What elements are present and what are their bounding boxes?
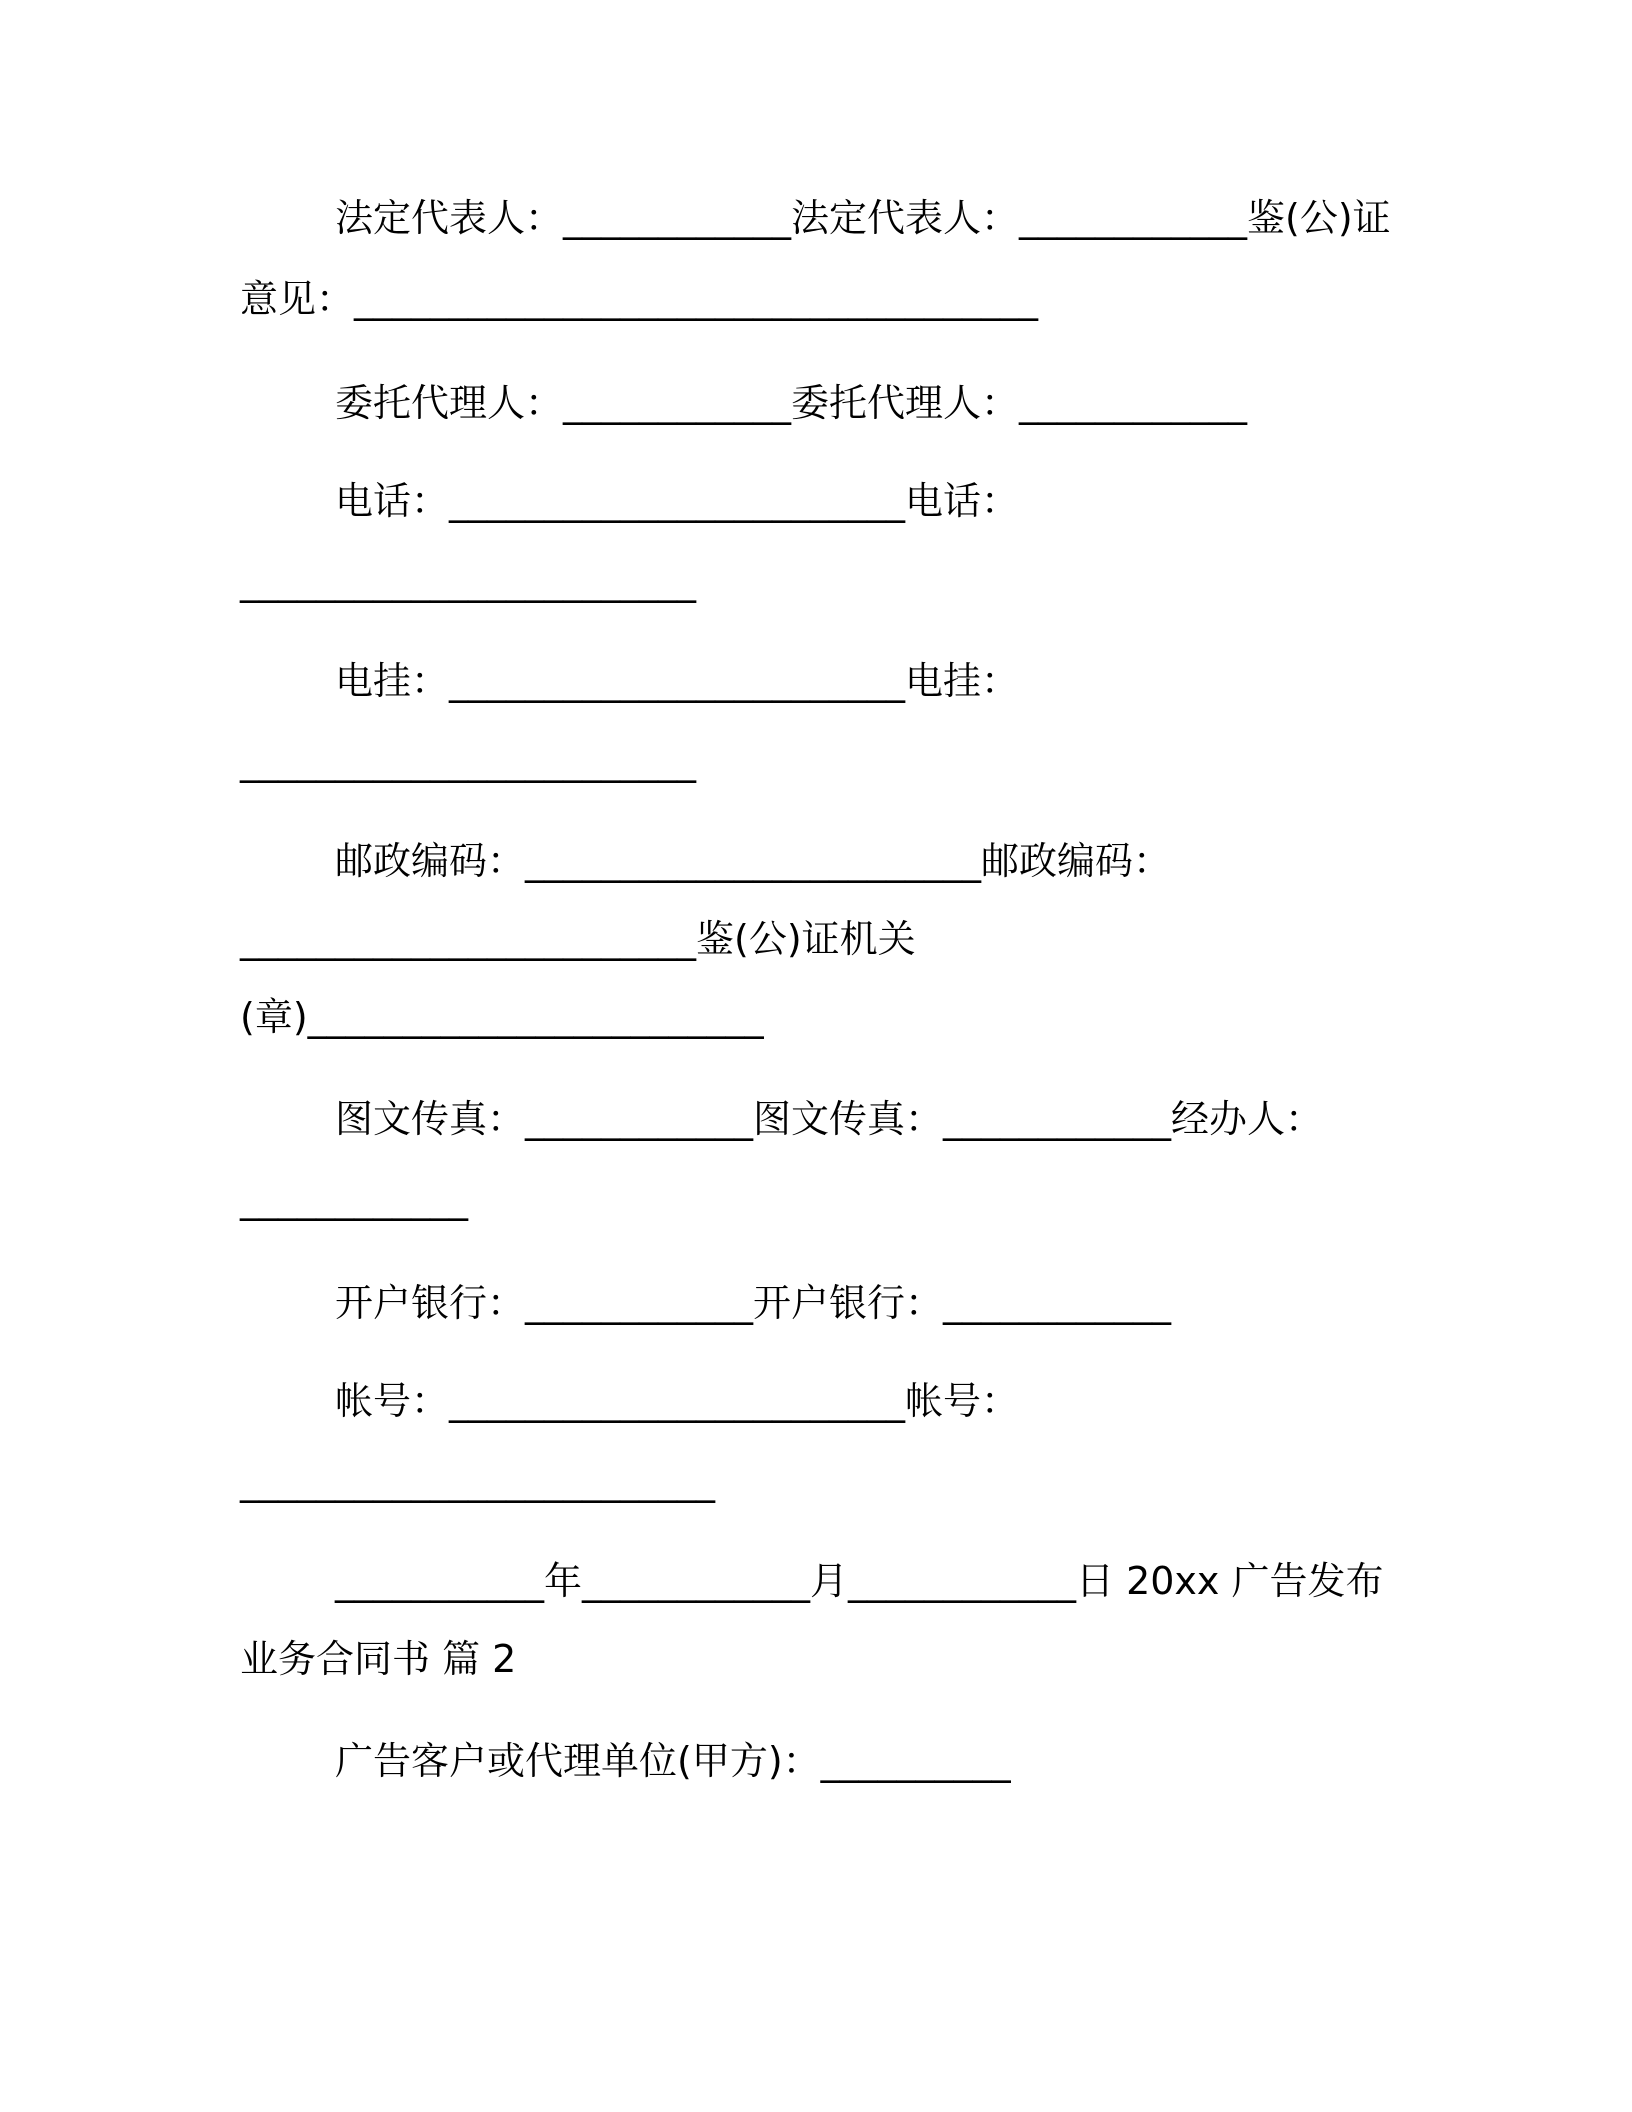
section-title-line: 业务合同书 篇 2 xyxy=(240,1637,517,1681)
fax-line: 图文传真：____________图文传真：____________经办人： xyxy=(335,1097,1324,1141)
fax-blank-line: ____________ xyxy=(240,1177,468,1221)
date-line: ___________年____________月____________日 20xx 广告发布 xyxy=(335,1559,1384,1603)
cable-blank-line: ________________________ xyxy=(240,739,696,783)
account-blank-line: _________________________ xyxy=(240,1459,715,1503)
cable-line: 电挂：________________________电挂： xyxy=(335,659,1020,703)
legal-representative-line: 法定代表人：____________法定代表人：____________鉴(公)证 xyxy=(335,196,1391,240)
notary-office-line: ________________________鉴(公)证机关 xyxy=(240,917,916,961)
agent-line: 委托代理人：____________委托代理人：____________ xyxy=(335,381,1248,425)
account-line: 帐号：________________________帐号： xyxy=(335,1379,1020,1423)
bank-line: 开户银行：____________开户银行：____________ xyxy=(335,1281,1172,1325)
client-party-a-line: 广告客户或代理单位(甲方)：__________ xyxy=(335,1739,1011,1783)
seal-line: (章)________________________ xyxy=(240,995,764,1039)
phone-blank-line: ________________________ xyxy=(240,559,696,603)
opinion-line: 意见：____________________________________ xyxy=(240,277,1039,321)
phone-line: 电话：________________________电话： xyxy=(335,479,1020,523)
postal-code-line: 邮政编码：________________________邮政编码： xyxy=(335,839,1172,883)
